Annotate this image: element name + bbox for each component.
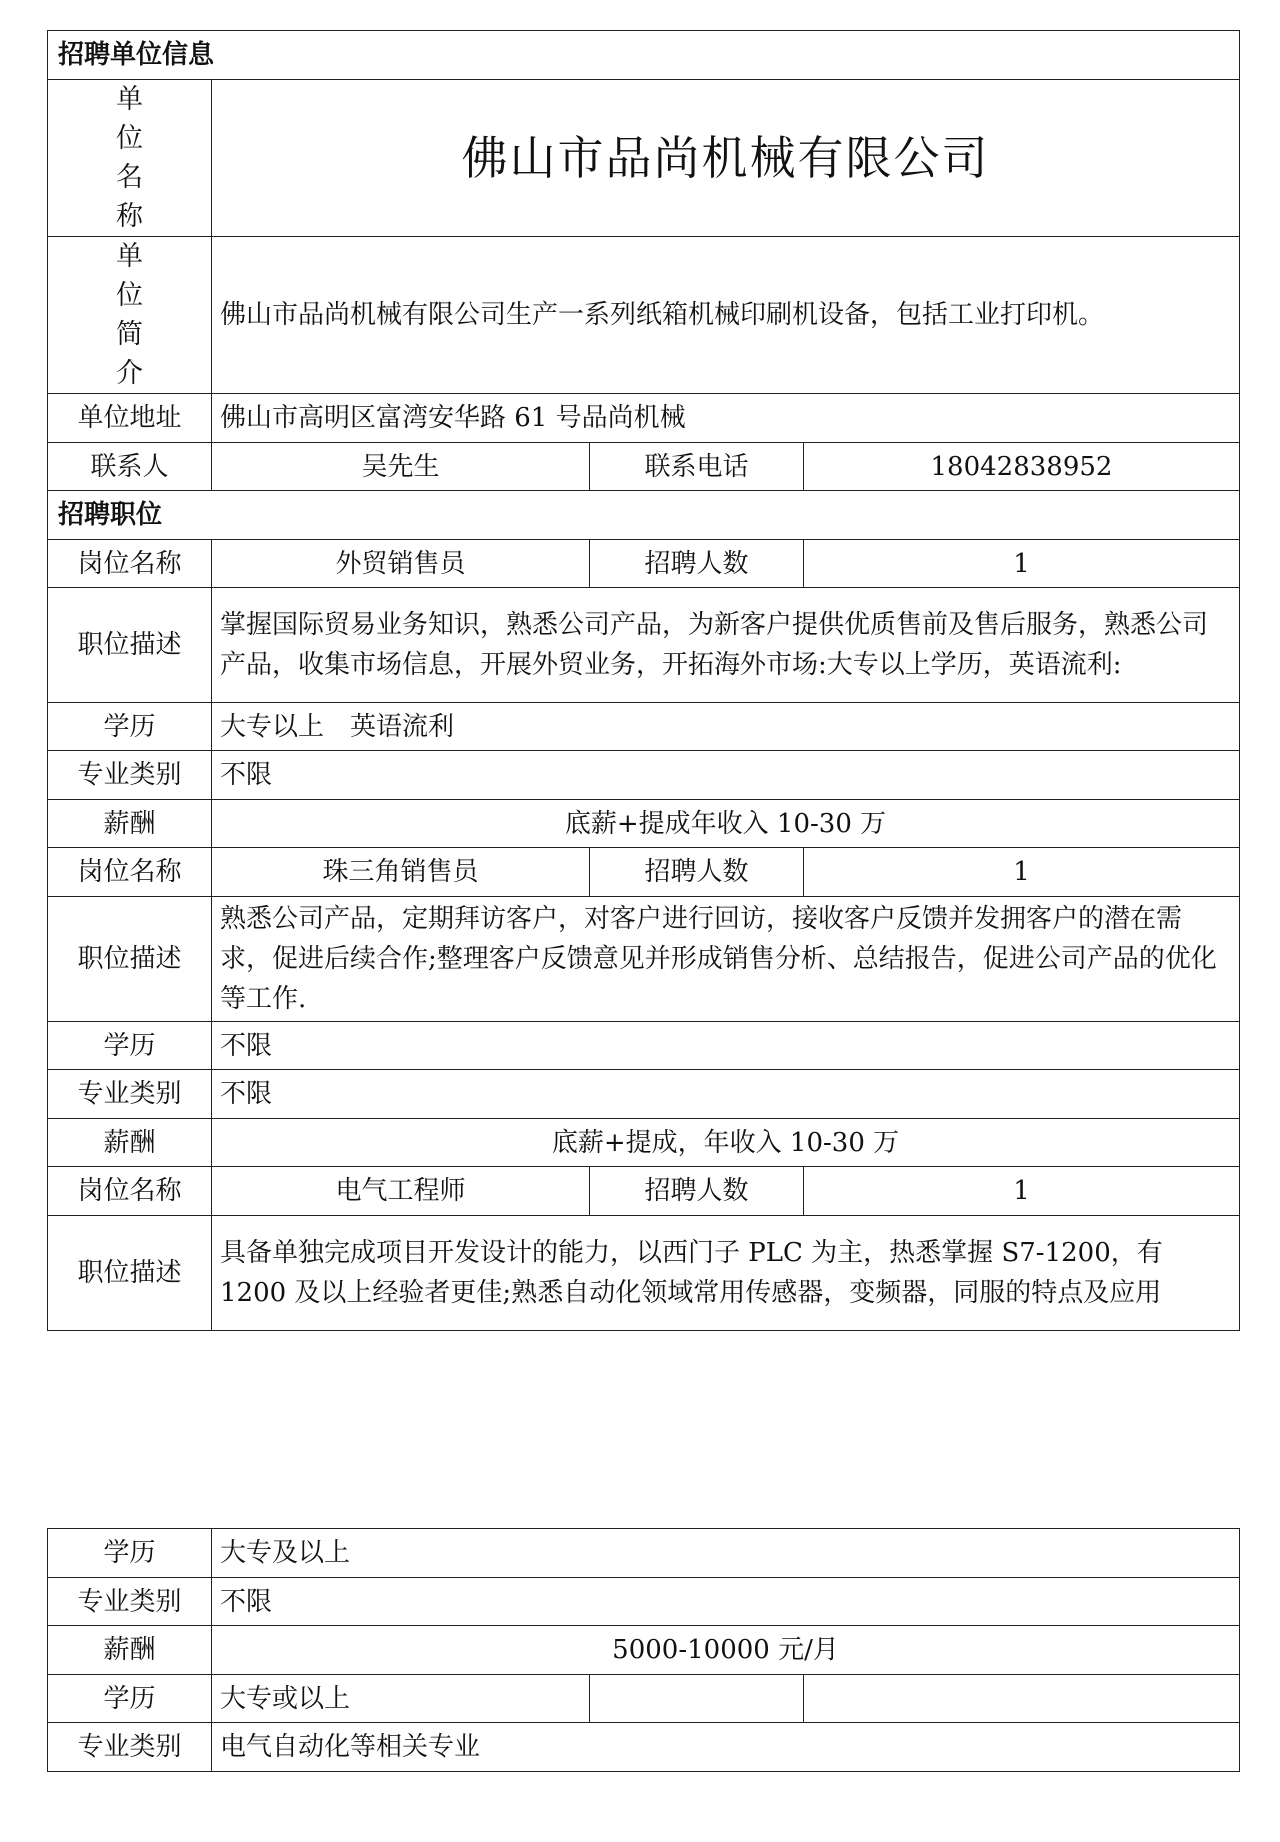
position-major-label: 专业类别 [48, 1578, 212, 1626]
company-name-label: 单 位 名 称 [48, 80, 212, 237]
address-value: 佛山市高明区富湾安华路 61 号品尚机械 [212, 394, 1240, 443]
position-count: 1 [804, 540, 1240, 588]
position-count: 1 [804, 848, 1240, 897]
position-education-label: 学历 [48, 1529, 212, 1578]
company-intro: 佛山市品尚机械有限公司生产一系列纸箱机械印刷机设备，包括工业打印机。 [212, 237, 1240, 394]
contact-value: 吴先生 [212, 443, 590, 491]
extra-empty-cell [804, 1675, 1240, 1723]
extra-education: 大专或以上 [212, 1675, 590, 1723]
position-count: 1 [804, 1167, 1240, 1216]
position-salary: 5000-10000 元/月 [212, 1626, 1240, 1675]
position-salary-label: 薪酬 [48, 1626, 212, 1675]
position-education: 大专以上 英语流利 [212, 703, 1240, 751]
position-salary: 底薪+提成，年收入 10-30 万 [212, 1119, 1240, 1167]
recruitment-table [47, 30, 1240, 1331]
position-count-label: 招聘人数 [590, 540, 804, 588]
position-major-label: 专业类别 [48, 751, 212, 800]
extra-education-label: 学历 [48, 1675, 212, 1723]
position-title-label: 岗位名称 [48, 1167, 212, 1216]
position-title: 外贸销售员 [212, 540, 590, 588]
address-label: 单位地址 [48, 394, 212, 443]
company-section-heading: 招聘单位信息 [48, 31, 1240, 80]
company-intro-label: 单 位 简 介 [48, 237, 212, 394]
position-education-label: 学历 [48, 1022, 212, 1070]
position-salary: 底薪+提成年收入 10-30 万 [212, 800, 1240, 848]
positions-section-heading: 招聘职位 [48, 491, 1240, 540]
position-salary-label: 薪酬 [48, 1119, 212, 1167]
position-desc: 具备单独完成项目开发设计的能力，以西门子 PLC 为主，热悉掌握 S7-1200，有 1200 及以上经验者更佳;熟悉自动化领域常用传感器，变频器，同服的特点及应用 [212, 1216, 1240, 1331]
position-title-label: 岗位名称 [48, 848, 212, 897]
extra-major-label: 专业类别 [48, 1723, 212, 1772]
position-salary-label: 薪酬 [48, 800, 212, 848]
position-major: 不限 [212, 751, 1240, 800]
phone-label: 联系电话 [590, 443, 804, 491]
position-title-label: 岗位名称 [48, 540, 212, 588]
position-major-label: 专业类别 [48, 1070, 212, 1119]
company-name: 佛山市品尚机械有限公司 [212, 80, 1240, 237]
position-count-label: 招聘人数 [590, 1167, 804, 1216]
position-title: 电气工程师 [212, 1167, 590, 1216]
position-major: 不限 [212, 1578, 1240, 1626]
contact-label: 联系人 [48, 443, 212, 491]
position-count-label: 招聘人数 [590, 848, 804, 897]
position-education: 不限 [212, 1022, 1240, 1070]
position-desc-label: 职位描述 [48, 897, 212, 1022]
position-desc: 掌握国际贸易业务知识，熟悉公司产品，为新客户提供优质售前及售后服务，熟悉公司产品，收集市场信息，开展外贸业务，开拓海外市场:大专以上学历，英语流利: [212, 588, 1240, 703]
position-desc-label: 职位描述 [48, 1216, 212, 1331]
position-major: 不限 [212, 1070, 1240, 1119]
position-title: 珠三角销售员 [212, 848, 590, 897]
extra-major: 电气自动化等相关专业 [212, 1723, 1240, 1772]
recruitment-table-continued [47, 1528, 1240, 1772]
position-desc-label: 职位描述 [48, 588, 212, 703]
phone-value: 18042838952 [804, 443, 1240, 491]
position-education-label: 学历 [48, 703, 212, 751]
extra-empty-cell [590, 1675, 804, 1723]
position-education: 大专及以上 [212, 1529, 1240, 1578]
position-desc: 熟悉公司产品，定期拜访客户，对客户进行回访，接收客户反馈并发拥客户的潜在需求，促进后续合作;整理客户反馈意见并形成销售分析、总结报告，促进公司产品的优化等工作. [212, 897, 1240, 1022]
